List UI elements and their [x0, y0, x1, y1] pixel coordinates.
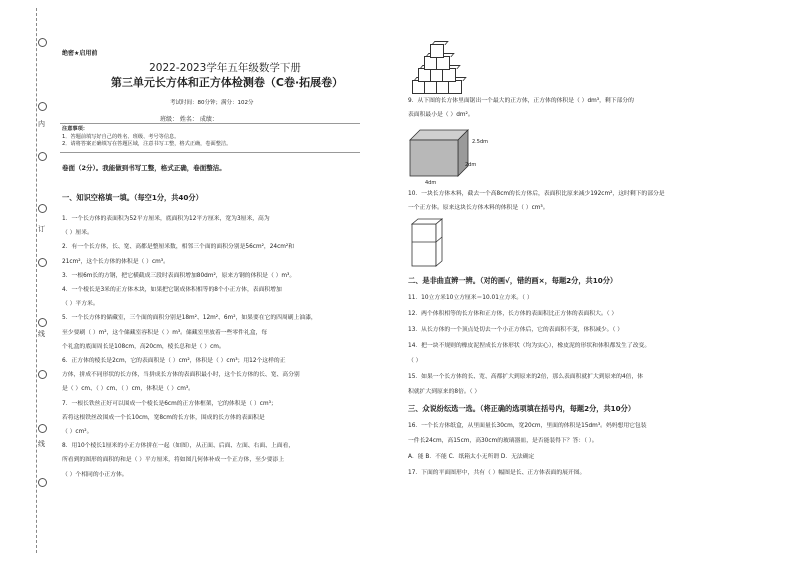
exam-info: 考试时间：80分钟；满分：102分 — [170, 100, 254, 106]
question-line: 1．一个长方体的表面积为52平方厘米，底面积为12平方厘米，宽为3厘米，高为 — [62, 216, 270, 222]
binding-hole — [38, 38, 47, 47]
page-title: 2022-2023学年五年级数学下册 — [149, 62, 301, 74]
divider — [60, 152, 360, 153]
note-item: 2．请将答案正确填写在答题区域，注意书写工整，格式正确，卷面整洁。 — [62, 141, 232, 147]
note-item: 1．答题前填写好自己的姓名、班级、考号等信息。 — [62, 133, 180, 140]
question-line: （ ）个相同的小正方体。 — [62, 471, 128, 478]
question-9-cont: 表面积最小是（ ）dm²。 — [408, 112, 474, 118]
question-line: 2．有一个长方体，长、宽、高都是整厘米数，相邻三个面的面积分别是56cm²，24cm²和 — [62, 244, 295, 251]
left-questions — [62, 212, 397, 482]
notes — [62, 126, 231, 149]
question-line: （ ）平方米。 — [62, 301, 99, 308]
binding-margin — [36, 8, 51, 553]
dim-length: 4dm — [425, 180, 437, 186]
question-16-options: A．能 B．不能 C．纸箱太小无所谓 D．无法确定 — [408, 454, 535, 460]
binding-hole — [38, 478, 47, 487]
question-line: 8．用10个棱长1厘米的小正方体拼在一起（如图），从正面、后面、左面、右面、上面看， — [62, 443, 295, 450]
secret-label: 绝密★启用前 — [62, 50, 98, 57]
binding-hole — [38, 152, 47, 161]
question-17: 17．下面的平面图形中，共有（ ）幅图是长、正方体表面的展开图。 — [408, 470, 586, 476]
question-11: 11．10立方米10立方厘米＝10.01立方米。（ ） — [408, 295, 533, 301]
question-line: 方体，拼成不同形状的长方体，当拼成长方体的表面积最小时，这个长方体的长、宽、高分别 — [62, 372, 300, 379]
binding-label: 订 — [38, 225, 45, 233]
binding-label: 线 — [38, 330, 45, 338]
section-heading: 二、是非曲直辨一辨。（对的画√，错的画×，每题2分，共10分） — [408, 276, 618, 285]
question-line: 至少要刷（ ）m²，这个储藏室容积是（ ）m³。储藏室里放着一些零件礼盒，每 — [62, 329, 268, 336]
question-line: 4．一个棱长是3米的正方体木块，如果把它锯成体积相等的8个小正方体，表面积增加 — [62, 287, 282, 294]
question-10-cont: 一个正方体。原来这块长方体木料的体积是（ ）cm³。 — [408, 205, 549, 211]
section-heading: 三、众说纷纭选一选。（将正确的选项填在括号内，每题2分，共10分） — [408, 404, 636, 413]
dim-width: 2dm — [465, 162, 477, 168]
question-line: 3．一根6m长的方钢，把它横截成三段时表面积增加80dm²，原来方钢的体积是（ ）m³。 — [62, 272, 296, 279]
question-line: 5．一个长方体的储藏室，三个面的面积分别是18m²、12m²、6m²，如果要在它的四周刷上油漆， — [62, 315, 317, 322]
question-line: 7．一根长铁丝正好可以围成一个棱长是6cm的正方体框架，它的体积是（ ）cm³； — [62, 400, 277, 407]
binding-hole — [38, 102, 47, 111]
question-line: （ ）cm²。 — [62, 429, 93, 436]
divider — [60, 123, 360, 124]
question-15: 15．如果一个长方体的长、宽、高都扩大到原来的2倍，那么表面积就扩大到原来的4倍，体 — [408, 374, 644, 380]
question-line: 21cm²，这个长方体的体积是（ ）cm³。 — [62, 258, 169, 265]
student-info: 班级： 姓名： 成绩： — [160, 116, 218, 123]
question-14: 14．把一块不规则的橡皮泥捏成长方体形状（均为实心），橡皮泥的形状和体积都发生了改变。 — [408, 343, 651, 349]
binding-hole — [38, 258, 47, 267]
cubes-figure — [408, 44, 468, 94]
question-line: 6．正方体的棱长是2cm，它的表面积是（ ）cm²，体积是（ ）cm³；用12个这样的正 — [62, 358, 286, 365]
question-9: 9．从下图的长方体里面锯出一个最大的正方体，正方体的体积是（ ）dm³，剩下部分的 — [408, 98, 634, 104]
binding-hole — [38, 318, 47, 327]
binding-hole — [38, 424, 47, 433]
question-line: 个礼盒的底面周长是108cm，高20cm，棱长总和是（ ）cm。 — [62, 343, 225, 350]
question-line: 所看到的图形的面积的和是（ ）平方厘米，将如图几何体补成一个正方体，至少要添上 — [62, 457, 285, 464]
cuboid-figure — [406, 124, 516, 184]
notes-title: 注意事项： — [62, 126, 88, 132]
question-12: 12．两个体积相等的长方体和正方体，长方体的表面积比正方体的表面积大。（ ） — [408, 311, 618, 317]
question-16-cont: 一件长24cm，高15cm，高30cm的玻璃器皿，是否能装得下？答：（ ）。 — [408, 438, 598, 444]
cut-cuboid-figure — [408, 218, 448, 270]
binding-label: 线 — [38, 440, 45, 448]
question-10: 10．一块长方体木料，截去一个高8cm的长方体后，表面积比原来减少192cm²，这时剩下的部分是 — [408, 191, 665, 197]
binding-hole — [38, 204, 47, 213]
question-13: 13．从长方体的一个顶点处切去一个小正方体后，它的表面积不变，体积减少。（ ） — [408, 327, 624, 333]
page-subtitle: 第三单元长方体和正方体检测卷（C卷·拓展卷） — [110, 76, 344, 89]
binding-label: 内 — [38, 120, 45, 128]
dim-height: 2.5dm — [472, 139, 488, 145]
question-line: （ ）厘米。 — [62, 230, 93, 237]
binding-hole — [38, 370, 47, 379]
question-15-cont: 积就扩大到原来的8倍。（ ） — [408, 389, 481, 395]
question-16: 16．一个长方体纸盒，从里面量长30cm，宽20cm，里面的体积是15dm³。妈妈想用它包装 — [408, 423, 647, 429]
question-line: 若将这根铁丝改围成一个长10cm，宽8cm的长方体，围成的长方体的表面积是 — [62, 414, 265, 421]
neatness-note: 卷面（2分）。我能做到书写工整，格式正确，卷面整洁。 — [62, 164, 226, 172]
question-14-cont: （ ） — [408, 358, 422, 364]
question-line: 是（ ）cm、（ ）cm、（ ）cm，体积是（ ）cm³。 — [62, 386, 194, 393]
section-heading: 一、知识空格填一填。（每空1分，共40分） — [62, 193, 203, 202]
